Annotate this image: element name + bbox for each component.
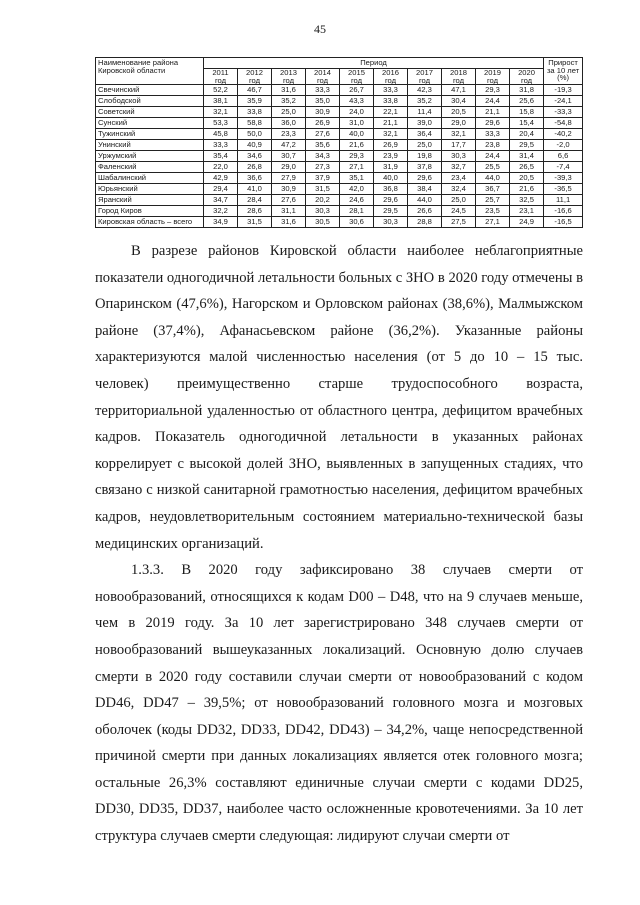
year-header: 2011 год xyxy=(204,69,238,85)
value-cell: 23,3 xyxy=(272,129,306,140)
value-cell: 20,2 xyxy=(306,195,340,206)
table-row xyxy=(96,107,583,118)
value-cell: 24,9 xyxy=(510,217,544,228)
period-column-header: Период xyxy=(204,58,544,69)
region-cell: Унинский xyxy=(96,140,204,151)
value-cell: 29,3 xyxy=(340,151,374,162)
growth-cell: 6,6 xyxy=(544,151,583,162)
value-cell: 35,2 xyxy=(272,96,306,107)
value-cell: 33,8 xyxy=(238,107,272,118)
table-row xyxy=(96,140,583,151)
value-cell: 11,4 xyxy=(408,107,442,118)
value-cell: 30,3 xyxy=(306,206,340,217)
value-cell: 26,5 xyxy=(510,162,544,173)
value-cell: 25,7 xyxy=(476,195,510,206)
year-header: 2013 год xyxy=(272,69,306,85)
value-cell: 23,5 xyxy=(476,206,510,217)
value-cell: 26,8 xyxy=(238,162,272,173)
value-cell: 33,3 xyxy=(374,85,408,96)
table-row xyxy=(96,151,583,162)
value-cell: 36,7 xyxy=(476,184,510,195)
region-cell: Юрьянский xyxy=(96,184,204,195)
value-cell: 29,5 xyxy=(374,206,408,217)
page-number: 45 xyxy=(314,22,326,36)
value-cell: 15,4 xyxy=(510,118,544,129)
value-cell: 27,6 xyxy=(306,129,340,140)
region-cell: Кировская область – всего xyxy=(96,217,204,228)
value-cell: 31,6 xyxy=(272,217,306,228)
region-column-header: Наименование района Кировской области xyxy=(96,58,204,85)
region-cell: Сунский xyxy=(96,118,204,129)
value-cell: 50,0 xyxy=(238,129,272,140)
region-cell: Советский xyxy=(96,107,204,118)
value-cell: 23,8 xyxy=(476,140,510,151)
value-cell: 27,1 xyxy=(476,217,510,228)
value-cell: 37,8 xyxy=(408,162,442,173)
value-cell: 23,1 xyxy=(510,206,544,217)
value-cell: 31,4 xyxy=(510,151,544,162)
value-cell: 21,6 xyxy=(340,140,374,151)
value-cell: 25,0 xyxy=(442,195,476,206)
value-cell: 23,4 xyxy=(442,173,476,184)
value-cell: 32,2 xyxy=(204,206,238,217)
value-cell: 38,4 xyxy=(408,184,442,195)
table-row xyxy=(96,162,583,173)
growth-cell: -40,2 xyxy=(544,129,583,140)
growth-cell: -2,0 xyxy=(544,140,583,151)
value-cell: 33,3 xyxy=(476,129,510,140)
paragraph: В разрезе районов Кировской области наиболее неблагоприятные показатели одногодичной летальности больных с ЗНО в 2020 году отмечены в Опаринском (47,6%), Нагорском и Орловском районах (38,6%), Малмыжском районе (37,4%), Афанасьевском районе (36,2%). Указанные районы характеризуются малой численностью населения (от 5 до 10 – 15 тыс. человек) преимущественно старше трудоспособного возраста, территориальной удаленностью от областного центра, дефицитом врачебных кадров. Показатель одногодичной летальности в указанных районах коррелирует с высокой долей ЗНО, выявленных в запущенных стадиях, что связано с низкой санитарной грамотностью населения, дефицитом врачебных кадров, неудовлетворительным состоянием материально-технической базы медицинских организаций. xyxy=(95,243,583,552)
value-cell: 40,9 xyxy=(238,140,272,151)
value-cell: 21,1 xyxy=(374,118,408,129)
value-cell: 32,1 xyxy=(204,107,238,118)
value-cell: 46,7 xyxy=(238,85,272,96)
value-cell: 28,8 xyxy=(408,217,442,228)
value-cell: 33,3 xyxy=(306,85,340,96)
value-cell: 19,8 xyxy=(408,151,442,162)
value-cell: 31,1 xyxy=(272,206,306,217)
value-cell: 44,0 xyxy=(476,173,510,184)
value-cell: 34,6 xyxy=(238,151,272,162)
value-cell: 30,5 xyxy=(306,217,340,228)
growth-cell: -54,8 xyxy=(544,118,583,129)
value-cell: 30,9 xyxy=(306,107,340,118)
growth-column-header: Прирост за 10 лет (%) xyxy=(544,58,583,85)
value-cell: 27,1 xyxy=(340,162,374,173)
value-cell: 24,0 xyxy=(340,107,374,118)
year-header: 2020 год xyxy=(510,69,544,85)
value-cell: 30,3 xyxy=(374,217,408,228)
value-cell: 35,1 xyxy=(340,173,374,184)
value-cell: 31,0 xyxy=(340,118,374,129)
table-row xyxy=(96,184,583,195)
region-cell: Город Киров xyxy=(96,206,204,217)
value-cell: 42,3 xyxy=(408,85,442,96)
value-cell: 31,6 xyxy=(272,85,306,96)
value-cell: 28,1 xyxy=(340,206,374,217)
value-cell: 35,2 xyxy=(408,96,442,107)
year-header: 2014 год xyxy=(306,69,340,85)
body-text xyxy=(95,238,583,850)
value-cell: 35,6 xyxy=(306,140,340,151)
value-cell: 25,5 xyxy=(476,162,510,173)
value-cell: 15,8 xyxy=(510,107,544,118)
table-row xyxy=(96,96,583,107)
value-cell: 21,1 xyxy=(476,107,510,118)
value-cell: 34,3 xyxy=(306,151,340,162)
value-cell: 45,8 xyxy=(204,129,238,140)
value-cell: 25,0 xyxy=(272,107,306,118)
region-cell: Фаленский xyxy=(96,162,204,173)
growth-cell: -16,6 xyxy=(544,206,583,217)
value-cell: 29,0 xyxy=(272,162,306,173)
value-cell: 32,7 xyxy=(442,162,476,173)
value-cell: 32,1 xyxy=(374,129,408,140)
value-cell: 27,5 xyxy=(442,217,476,228)
growth-cell: -7,4 xyxy=(544,162,583,173)
table-row xyxy=(96,206,583,217)
value-cell: 25,0 xyxy=(408,140,442,151)
value-cell: 29,0 xyxy=(442,118,476,129)
table-row xyxy=(96,173,583,184)
value-cell: 26,9 xyxy=(306,118,340,129)
value-cell: 29,5 xyxy=(510,140,544,151)
value-cell: 22,0 xyxy=(204,162,238,173)
value-cell: 24,4 xyxy=(476,96,510,107)
value-cell: 20,4 xyxy=(510,129,544,140)
value-cell: 41,0 xyxy=(238,184,272,195)
value-cell: 31,9 xyxy=(374,162,408,173)
value-cell: 52,2 xyxy=(204,85,238,96)
value-cell: 35,9 xyxy=(238,96,272,107)
growth-cell: -33,3 xyxy=(544,107,583,118)
table-row xyxy=(96,129,583,140)
region-cell: Шабалинский xyxy=(96,173,204,184)
table-header-row xyxy=(96,58,583,69)
value-cell: 27,9 xyxy=(272,173,306,184)
value-cell: 53,3 xyxy=(204,118,238,129)
value-cell: 31,8 xyxy=(510,85,544,96)
value-cell: 26,6 xyxy=(408,206,442,217)
region-cell: Свечинский xyxy=(96,85,204,96)
paragraph: 1.3.3. В 2020 году зафиксировано 38 случаев смерти от новообразований, относящихся к кодам D00 – D48, что на 9 случаев меньше, чем в 2019 году. За 10 лет зарегистрировано 348 случаев смерти от новообразований вышеуказанных локализаций. Основную долю случаев смерти в 2020 году составили случаи смерти от новообразований с кодом DD46, DD47 – 39,5%; от новообразований головного мозга и мозговых оболочек (коды DD32, DD33, DD42, DD43) – 34,2%, чаще непосредственной причиной смерти при данных локализациях является отек головного мозга; остальные 26,3% составляют единичные случаи смерти с кодами DD25, DD30, DD35, DD37, наиболее часто осложненные кровотечениями. За 10 лет структура случаев смерти следующая: лидируют случаи смерти от xyxy=(95,562,583,845)
value-cell: 29,4 xyxy=(204,184,238,195)
year-header: 2015 год xyxy=(340,69,374,85)
value-cell: 24,4 xyxy=(476,151,510,162)
value-cell: 35,0 xyxy=(306,96,340,107)
growth-cell: -36,5 xyxy=(544,184,583,195)
value-cell: 17,7 xyxy=(442,140,476,151)
value-cell: 34,9 xyxy=(204,217,238,228)
value-cell: 27,3 xyxy=(306,162,340,173)
growth-cell: -16,5 xyxy=(544,217,583,228)
value-cell: 30,4 xyxy=(442,96,476,107)
value-cell: 40,0 xyxy=(374,173,408,184)
mortality-table xyxy=(95,57,583,228)
value-cell: 36,8 xyxy=(374,184,408,195)
value-cell: 42,0 xyxy=(340,184,374,195)
region-cell: Яранский xyxy=(96,195,204,206)
region-cell: Слободской xyxy=(96,96,204,107)
value-cell: 39,0 xyxy=(408,118,442,129)
value-cell: 28,4 xyxy=(238,195,272,206)
value-cell: 24,6 xyxy=(340,195,374,206)
year-header: 2019 год xyxy=(476,69,510,85)
value-cell: 29,6 xyxy=(476,118,510,129)
value-cell: 32,1 xyxy=(442,129,476,140)
growth-cell: -39,3 xyxy=(544,173,583,184)
value-cell: 30,3 xyxy=(442,151,476,162)
value-cell: 36,0 xyxy=(272,118,306,129)
growth-cell: -19,3 xyxy=(544,85,583,96)
growth-cell: -24,1 xyxy=(544,96,583,107)
value-cell: 32,4 xyxy=(442,184,476,195)
value-cell: 23,9 xyxy=(374,151,408,162)
value-cell: 47,1 xyxy=(442,85,476,96)
value-cell: 22,1 xyxy=(374,107,408,118)
value-cell: 30,7 xyxy=(272,151,306,162)
value-cell: 21,6 xyxy=(510,184,544,195)
region-cell: Уржумский xyxy=(96,151,204,162)
value-cell: 30,6 xyxy=(340,217,374,228)
growth-cell: 11,1 xyxy=(544,195,583,206)
value-cell: 27,6 xyxy=(272,195,306,206)
table-body xyxy=(96,85,583,228)
value-cell: 33,3 xyxy=(204,140,238,151)
value-cell: 33,8 xyxy=(374,96,408,107)
value-cell: 25,6 xyxy=(510,96,544,107)
table-row xyxy=(96,195,583,206)
value-cell: 38,1 xyxy=(204,96,238,107)
value-cell: 26,7 xyxy=(340,85,374,96)
table-row xyxy=(96,118,583,129)
value-cell: 35,4 xyxy=(204,151,238,162)
value-cell: 20,5 xyxy=(442,107,476,118)
value-cell: 30,9 xyxy=(272,184,306,195)
value-cell: 40,0 xyxy=(340,129,374,140)
value-cell: 37,9 xyxy=(306,173,340,184)
value-cell: 29,6 xyxy=(374,195,408,206)
region-cell: Тужинский xyxy=(96,129,204,140)
value-cell: 47,2 xyxy=(272,140,306,151)
value-cell: 32,5 xyxy=(510,195,544,206)
year-header: 2012 год xyxy=(238,69,272,85)
year-header: 2016 год xyxy=(374,69,408,85)
value-cell: 58,8 xyxy=(238,118,272,129)
value-cell: 36,4 xyxy=(408,129,442,140)
value-cell: 34,7 xyxy=(204,195,238,206)
value-cell: 20,5 xyxy=(510,173,544,184)
value-cell: 36,6 xyxy=(238,173,272,184)
year-header: 2018 год xyxy=(442,69,476,85)
value-cell: 42,9 xyxy=(204,173,238,184)
value-cell: 24,5 xyxy=(442,206,476,217)
table-row xyxy=(96,217,583,228)
value-cell: 29,6 xyxy=(408,173,442,184)
year-header: 2017 год xyxy=(408,69,442,85)
value-cell: 31,5 xyxy=(306,184,340,195)
value-cell: 26,9 xyxy=(374,140,408,151)
value-cell: 43,3 xyxy=(340,96,374,107)
table-row xyxy=(96,85,583,96)
value-cell: 44,0 xyxy=(408,195,442,206)
value-cell: 31,5 xyxy=(238,217,272,228)
value-cell: 28,6 xyxy=(238,206,272,217)
value-cell: 29,3 xyxy=(476,85,510,96)
